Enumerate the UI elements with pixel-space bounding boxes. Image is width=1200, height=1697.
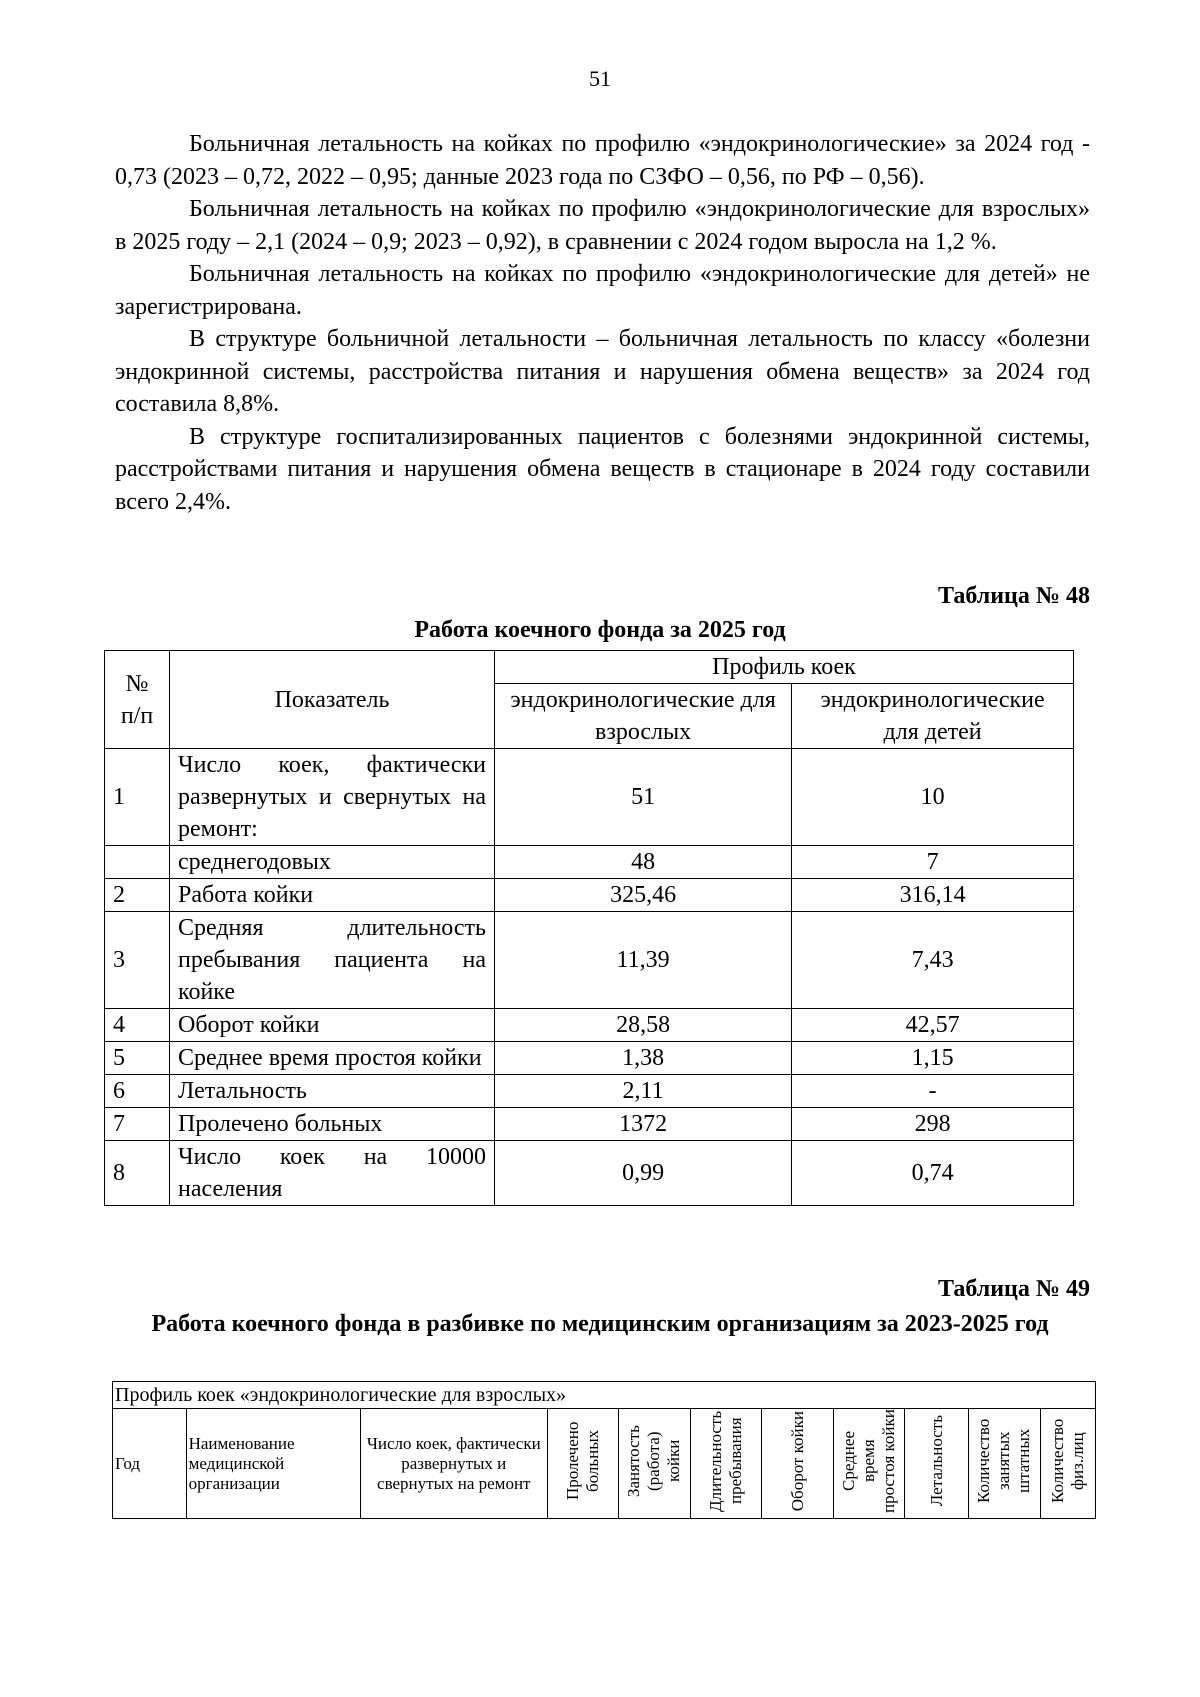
value-children: 42,57 — [792, 1009, 1074, 1042]
value-children: 1,15 — [792, 1042, 1074, 1075]
row-num: 8 — [105, 1141, 170, 1206]
table-header-row — [105, 651, 1074, 684]
row-num: 2 — [105, 879, 170, 912]
profile-label: Профиль коек «эндокринологические для взрослых» — [113, 1382, 1096, 1409]
header-staff-persons: Количество физ.лиц — [1047, 1418, 1087, 1504]
paragraph: Больничная летальность на койках по профилю «эндокринологические для взрослых» в 2025 году – 2,1 (2024 – 0,9; 2023 – 0,92), в сравнении с 2024 годом выросла на 1,2 %. — [115, 196, 1090, 255]
value-adults: 1,38 — [495, 1042, 792, 1075]
table-row — [105, 1075, 1074, 1108]
paragraph: В структуре больничной летальности – больничная летальность по классу «болезни эндокринной системы, расстройства питания и нарушения обмена веществ» за 2024 год составила 8,8%. — [115, 326, 1090, 417]
table-row — [105, 912, 1074, 1009]
row-num: 6 — [105, 1075, 170, 1108]
profile-row — [113, 1382, 1096, 1409]
table-row — [105, 1141, 1074, 1206]
row-label: Летальность — [170, 1075, 495, 1108]
header-turnover: Оборот койки — [787, 1410, 807, 1512]
row-label: Оборот койки — [170, 1009, 495, 1042]
row-label: Пролечено больных — [170, 1108, 495, 1141]
value-children: 298 — [792, 1108, 1074, 1141]
table-row — [105, 1009, 1074, 1042]
value-children: - — [792, 1075, 1074, 1108]
header-profile: Профиль коек — [495, 651, 1074, 684]
row-label: Работа койки — [170, 879, 495, 912]
value-children: 7 — [792, 846, 1074, 879]
value-adults: 1372 — [495, 1108, 792, 1141]
row-num: 7 — [105, 1108, 170, 1141]
row-label: Число коек, фактически развернутых и свернутых на ремонт: — [170, 749, 495, 846]
header-org-name: Наименование медицинской организации — [186, 1409, 360, 1519]
value-children: 10 — [792, 749, 1074, 846]
header-mortality: Летальность — [926, 1415, 946, 1507]
header-children: эндокринологические для детей — [792, 684, 1074, 749]
header-occupancy: Занятость (работа) койки — [624, 1425, 684, 1497]
paragraph: В структуре госпитализированных пациентов с болезнями эндокринной системы, расстройствами питания и нарушения обмена веществ в стационаре в 2024 году составили всего 2,4%. — [115, 423, 1090, 515]
header-duration: Длительность пребывания — [705, 1410, 745, 1512]
row-label: Число коек на 10000 населения — [170, 1141, 495, 1206]
value-adults: 2,11 — [495, 1075, 792, 1108]
value-adults: 48 — [495, 846, 792, 879]
paragraph: Больничная летальность на койках по профилю «эндокринологические для детей» не зарегистрирована. — [115, 261, 1090, 320]
row-label: Средняя длительность пребывания пациента на койке — [170, 912, 495, 1009]
table-48 — [104, 650, 1074, 1206]
value-children: 0,74 — [792, 1141, 1074, 1206]
row-num: 4 — [105, 1009, 170, 1042]
row-num: 1 — [105, 749, 170, 846]
value-adults: 11,39 — [495, 912, 792, 1009]
value-children: 316,14 — [792, 879, 1074, 912]
body-text — [115, 128, 1090, 518]
table-48-title: Работа коечного фонда за 2025 год — [414, 617, 786, 643]
header-staff-positions: Количество занятых штатных — [974, 1418, 1034, 1504]
row-num — [105, 846, 170, 879]
table-row — [105, 846, 1074, 879]
header-idle-time: Среднее время простоя койки — [839, 1409, 899, 1513]
paragraph: Больничная летальность на койках по профилю «эндокринологические» за 2024 год - 0,73 (2023 – 0,72, 2022 – 0,95; данные 2023 года по СЗФО – 0,56, по РФ – 0,56). — [115, 131, 1090, 190]
header-treated: Пролечено больных — [562, 1421, 602, 1501]
page-number: 51 — [589, 66, 611, 91]
value-adults: 0,99 — [495, 1141, 792, 1206]
row-label: среднегодовых — [170, 846, 495, 879]
value-adults: 51 — [495, 749, 792, 846]
header-indicator: Показатель — [170, 651, 495, 749]
table-row — [105, 1042, 1074, 1075]
table-49-title: Работа коечного фонда в разбивке по медицинским организациям за 2023-2025 год — [151, 1311, 1049, 1337]
table-row — [105, 879, 1074, 912]
value-children: 7,43 — [792, 912, 1074, 1009]
row-label: Среднее время простоя койки — [170, 1042, 495, 1075]
header-num: № п/п — [105, 651, 170, 749]
table-row — [105, 1108, 1074, 1141]
value-adults: 28,58 — [495, 1009, 792, 1042]
table-49-caption: Таблица № 49 — [937, 1276, 1090, 1302]
table-49 — [112, 1381, 1096, 1519]
value-adults: 325,46 — [495, 879, 792, 912]
row-num: 5 — [105, 1042, 170, 1075]
header-year: Год — [113, 1409, 187, 1519]
table-48-caption: Таблица № 48 — [937, 583, 1090, 609]
header-beds-count: Число коек, фактически развернутых и свернутых на ремонт — [361, 1409, 548, 1519]
table-header-row — [113, 1409, 1096, 1519]
row-num: 3 — [105, 912, 170, 1009]
table-row — [105, 749, 1074, 846]
header-adults: эндокринологические для взрослых — [495, 684, 792, 749]
